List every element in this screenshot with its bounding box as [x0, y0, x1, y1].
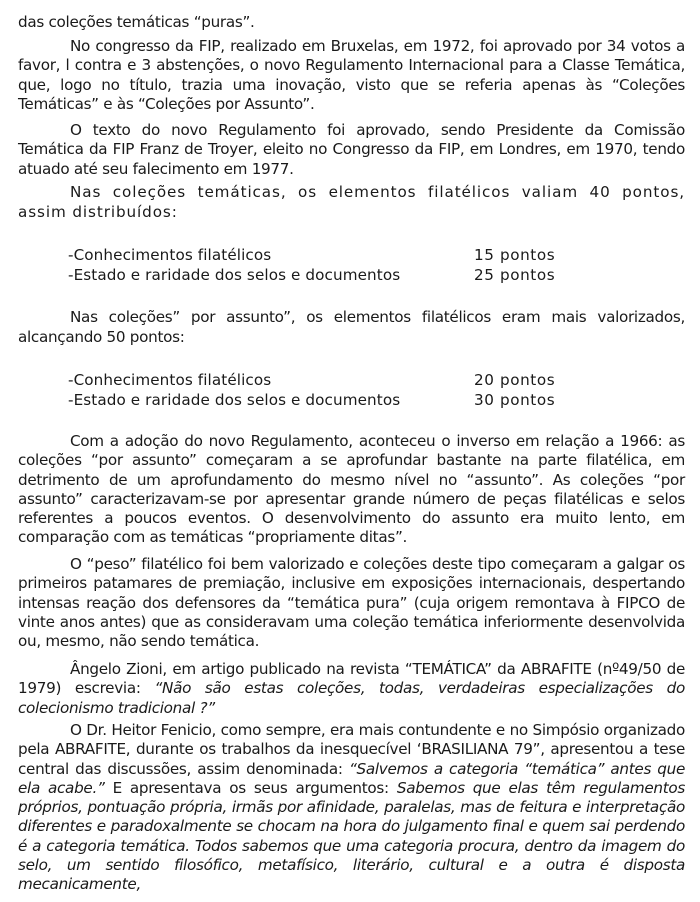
- points-row-value: 20 pontos: [474, 371, 556, 389]
- points-row: [68, 390, 588, 410]
- paragraph-intro: das coleções temáticas “puras”.: [18, 13, 255, 31]
- paragraph-tematicas-points: Nas coleções temáticas, os elementos filatélicos valiam 40 pontos, assim distribuídos:: [18, 183, 685, 221]
- paragraph-philatelic-weight: O “peso” filatélico foi bem valorizado e coleções deste tipo começaram a galgar os primeiros patamares de premiação, inclusive em exposições internacionais, despertando intensas reação dos defensores da “temática pura” (cuja origem remontava à FIPCO de vinte anos antes) que as consideravam uma coleção temática inferiormente desenvolvida ou, mesmo, não sendo temática.: [18, 555, 685, 651]
- fenicio-text-2: E apresentava os seus argumentos:: [104, 778, 397, 797]
- points-row-value: 25 pontos: [474, 266, 556, 284]
- fenicio-arguments: Sabemos que elas têm regulamentos próprios, pontuação própria, irmãs por afinidade, paralelas, mas de feitura e interpretação diferentes e paradoxalmente se chocam na hora do julgamento final e quem sai perdendo é a categoria temática. Todos sabemos que uma categoria procura, dentro da imagem do selo, um sentido filosófico, metafísico, literário, cultural e a outra é disposta mecanicamente,: [18, 778, 685, 894]
- points-row-value: 30 pontos: [474, 391, 556, 409]
- points-row: [68, 265, 588, 285]
- paragraph-new-regulation: Com a adoção do novo Regulamento, aconteceu o inverso em relação a 1966: as coleções “por assunto” começaram a se aprofundar bastante na parte filatélica, em detrimento de um aprofundamento do mesmo nível no “assunto”. As coleções “por assunto” caracterizavam-se por apresentar grande número de peças filatélicas e selos referentes a poucos eventos. O desenvolvimento do assunto era muito lento, em comparação com as temáticas “propriamente ditas”.: [18, 432, 685, 547]
- fenicio-text: O Dr. Heitor Fenicio, como sempre, era mais contundente e no Simpósio organizado pela ABRAFITE, durante os trabalhos da inesquecível ‘BRASILIANA 79”, apresentou a tese central das discussões, assim denominada:: [18, 721, 685, 778]
- paragraph-regulation-text: O texto do novo Regulamento foi aprovado, sendo Presidente da Comissão Temática da FIP Franz de Troyer, eleito no Congresso da FIP, em Londres, em 1970, tendo atuado até seu falecimento em 1977.: [18, 121, 685, 178]
- points-row-label: -Conhecimentos filatélicos: [68, 371, 272, 389]
- points-row: [68, 370, 588, 390]
- zioni-text: Ângelo Zioni, em artigo publicado na revista “TEMÁTICA” da ABRAFITE (nº49/50 de 1979) escrevia:: [18, 660, 685, 698]
- points-row-value: 15 pontos: [474, 246, 556, 264]
- zioni-quote: “Não são estas coleções, todas, verdadeiras especializações do colecionismo tradicional ?”: [18, 679, 685, 717]
- paragraph-zioni: [18, 660, 685, 718]
- paragraph-fip-congress: No congresso da FIP, realizado em Bruxelas, em 1972, foi aprovado por 34 votos a favor, l contra e 3 abstenções, o novo Regulamento Internacional para a Classe Temática, que, logo no título, trazia uma inovação, visto que se referia apenas às “Coleções Temáticas” e às “Coleções por Assunto”.: [18, 37, 685, 113]
- paragraph-fenicio: [18, 721, 685, 895]
- fenicio-thesis-title: “Salvemos a categoria “temática” antes que ela acabe.”: [18, 759, 686, 797]
- points-row: [68, 245, 588, 265]
- points-row-label: -Conhecimentos filatélicos: [68, 246, 272, 264]
- points-row-label: -Estado e raridade dos selos e documentos: [68, 266, 401, 284]
- points-row-label: -Estado e raridade dos selos e documentos: [68, 391, 401, 409]
- paragraph-assunto-points: Nas coleções” por assunto”, os elementos filatélicos eram mais valorizados, alcançando 50 pontos:: [18, 308, 685, 346]
